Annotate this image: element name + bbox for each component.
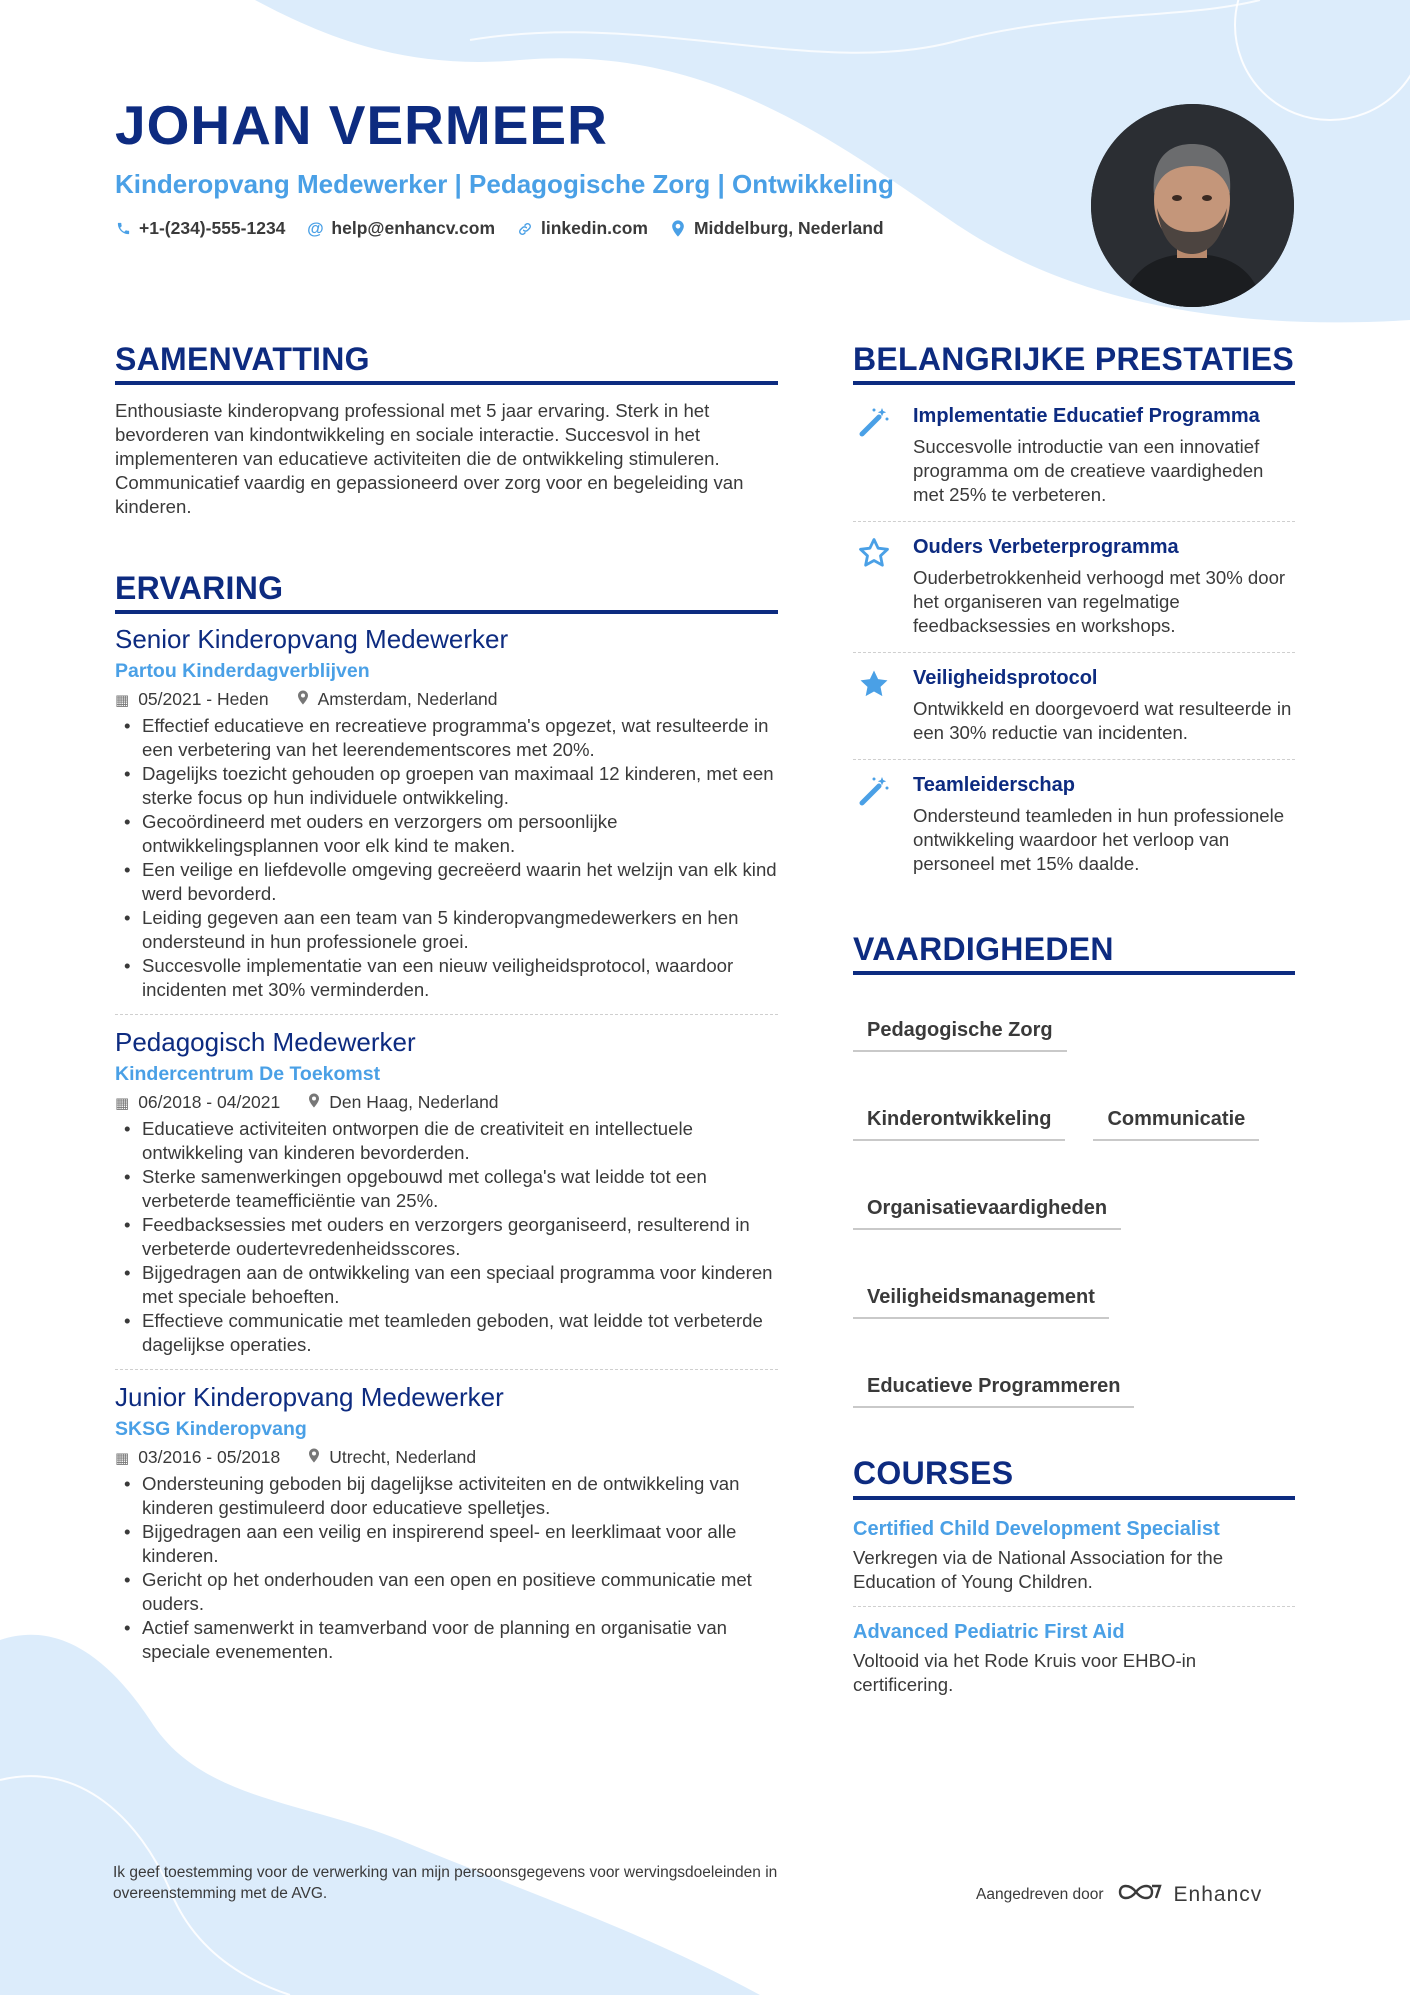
job-dates — [115, 1092, 280, 1113]
experience-list — [115, 624, 778, 1676]
email-text: help@enhancv.com — [331, 218, 496, 238]
courses-list — [853, 1504, 1295, 1709]
course-title: Advanced Pediatric First Aid — [853, 1620, 1125, 1643]
job-bullets — [115, 714, 778, 1002]
job-location — [308, 1447, 476, 1468]
experience-entry — [115, 1369, 778, 1676]
summary-text: Enthousiaste kinderopvang professional met 5 jaar ervaring. Sterk in het bevorderen van kindontwikkeling en sociale interactie. Succesvol in het implementeren van educatieve activiteiten die de ontwikkeling stimuleren. Communicatief vaardig en gepassioneerd over zorg voor en begeleiding van kinderen. — [115, 400, 744, 518]
job-dates-text: 05/2021 - Heden — [138, 689, 269, 710]
skill-tag: Pedagogische Zorg — [853, 1011, 1067, 1052]
skill-tag: Communicatie — [1093, 1100, 1259, 1141]
job-dates — [115, 1447, 280, 1468]
skills-list — [853, 975, 1295, 1408]
contact-location — [670, 218, 884, 239]
bullet-item: • Leiding gegeven aan een team van 5 kinderopvangmedewerkers en hen ondersteund in hun professionele groei. — [115, 906, 778, 954]
achievement-title: Ouders Verbeterprogramma — [913, 536, 1179, 559]
contact-bar — [115, 218, 1055, 239]
job-title: Senior Kinderopvang Medewerker — [115, 624, 509, 655]
job-meta — [115, 1447, 778, 1468]
achievements-list — [853, 391, 1295, 890]
calendar-icon: ▦ — [115, 1449, 130, 1467]
job-dates — [115, 689, 269, 710]
skill-tag: Organisatievaardigheden — [853, 1189, 1121, 1230]
powered-by-label: Aangedreven door — [976, 1885, 1104, 1903]
resume-header — [115, 94, 1055, 239]
right-column — [853, 342, 1295, 1709]
powered-by[interactable] — [976, 1880, 1262, 1909]
company-name: Partou Kinderdagverblijven — [115, 660, 370, 683]
left-column — [115, 342, 778, 1676]
job-location-text: Amsterdam, Nederland — [317, 689, 498, 710]
linkedin-text: linkedin.com — [541, 218, 648, 238]
achievement-body — [913, 665, 1295, 745]
bullet-item: • Feedbacksessies met ouders en verzorgers georganiseerd, resulterend in verbeterde oudertevredenheidsscores. — [115, 1213, 778, 1261]
bullet-item: • Succesvolle implementatie van een nieuw veiligheidsprotocol, waardoor incidenten met 30% verminderden. — [115, 954, 778, 1002]
consent-note: Ik geef toestemming voor de verwerking van mijn persoonsgegevens voor wervingsdoeleinden in overeenstemming met de AVG. — [113, 1864, 778, 1902]
achievement-item — [853, 521, 1295, 652]
at-icon: @ — [307, 218, 324, 238]
bullet-item: • Effectief educatieve en recreatieve programma's opgezet, wat resulteerde in een verbetering van het leerendementscores met 20%. — [115, 714, 778, 762]
achievement-desc: Ouderbetrokkenheid verhoogd met 30% door het organiseren van regelmatige feedbacksessies en workshops. — [913, 567, 1286, 637]
brand-name: Enhancv — [1173, 1882, 1263, 1906]
location-pin-icon — [308, 1448, 320, 1467]
phone-text: +1-(234)-555-1234 — [139, 218, 286, 238]
job-title: Junior Kinderopvang Medewerker — [115, 1382, 504, 1413]
location-pin-icon — [297, 690, 309, 709]
bullet-item: • Bijgedragen aan de ontwikkeling van een speciaal programma voor kinderen met speciale behoeften. — [115, 1261, 778, 1309]
achievement-item — [853, 759, 1295, 890]
job-location-text: Utrecht, Nederland — [329, 1447, 477, 1468]
bullet-item: • Een veilige en liefdevolle omgeving gecreëerd waarin het welzijn van elk kind werd bevorderd. — [115, 858, 778, 906]
job-bullets — [115, 1472, 778, 1664]
achievement-body — [913, 534, 1295, 638]
bullet-item: • Educatieve activiteiten ontworpen die de creativiteit en intellectuele ontwikkeling van kinderen bevorderden. — [115, 1117, 778, 1165]
experience-entry — [115, 624, 778, 1014]
job-location-text: Den Haag, Nederland — [329, 1092, 499, 1113]
bullet-item: • Sterke samenwerkingen opgebouwd met collega's wat leidde tot een verbeterde teamefficiëntie van 25%. — [115, 1165, 778, 1213]
calendar-icon: ▦ — [115, 1094, 130, 1112]
job-dates-text: 03/2016 - 05/2018 — [138, 1447, 281, 1468]
link-icon — [517, 221, 533, 237]
candidate-tagline: Kinderopvang Medewerker | Pedagogische Zorg | Ontwikkeling — [115, 169, 894, 199]
achievement-desc: Ontwikkeld en doorgevoerd wat resulteerde in een 30% reductie van incidenten. — [913, 698, 1292, 744]
bullet-item: • Ondersteuning geboden bij dagelijkse activiteiten en de ontwikkeling van kinderen gestimuleerd door educatieve spelletjes. — [115, 1472, 778, 1520]
phone-icon — [115, 221, 131, 236]
course-item — [853, 1606, 1295, 1709]
bullet-item: • Effectieve communicatie met teamleden geboden, wat leidde tot verbeterde dagelijkse operaties. — [115, 1309, 778, 1357]
contact-email[interactable] — [307, 218, 495, 239]
job-meta — [115, 689, 778, 710]
achievement-title: Teamleiderschap — [913, 774, 1075, 797]
contact-linkedin[interactable] — [517, 218, 648, 239]
course-desc: Voltooid via het Rode Kruis voor EHBO-in certificering. — [853, 1649, 1197, 1695]
achievement-title: Implementatie Educatief Programma — [913, 405, 1260, 428]
bullet-item: • Gecoördineerd met ouders en verzorgers om persoonlijke ontwikkelingsplannen voor elk kind te maken. — [115, 810, 778, 858]
enhancv-logo-icon — [1116, 1880, 1162, 1909]
achievement-desc: Ondersteund teamleden in hun professionele ontwikkeling waardoor het verloop van personeel met 15% daalde. — [913, 805, 1285, 875]
skill-tag: Kinderontwikkeling — [853, 1100, 1065, 1141]
calendar-icon: ▦ — [115, 691, 130, 709]
candidate-name: JOHAN VERMEER — [115, 94, 608, 156]
course-item — [853, 1504, 1295, 1606]
skills-heading: VAARDIGHEDEN — [853, 932, 1295, 975]
company-name: SKSG Kinderopvang — [115, 1418, 307, 1441]
summary-heading: SAMENVATTING — [115, 342, 778, 385]
profile-photo — [1091, 104, 1294, 307]
experience-heading: ERVARING — [115, 571, 778, 614]
location-pin-icon — [308, 1093, 320, 1112]
bullet-item: • Bijgedragen aan een veilig en inspirerend speel- en leerklimaat voor alle kinderen. — [115, 1520, 778, 1568]
location-text: Middelburg, Nederland — [693, 218, 884, 238]
location-pin-icon — [670, 220, 686, 237]
course-title: Certified Child Development Specialist — [853, 1517, 1220, 1540]
achievements-heading: BELANGRIJKE PRESTATIES — [853, 342, 1295, 385]
achievement-body — [913, 403, 1295, 507]
job-location — [297, 689, 498, 710]
star-outline-icon — [853, 534, 895, 638]
star-icon — [853, 665, 895, 745]
skill-tag: Veiligheidsmanagement — [853, 1278, 1109, 1319]
course-desc: Verkregen via de National Association for the Education of Young Children. — [853, 1546, 1224, 1592]
magic-wand-icon — [853, 403, 895, 507]
achievement-desc: Succesvolle introductie van een innovatief programma om de creatieve vaardigheden met 25% te verbeteren. — [913, 436, 1264, 506]
achievement-title: Veiligheidsprotocol — [913, 667, 1098, 690]
job-dates-text: 06/2018 - 04/2021 — [138, 1092, 281, 1113]
job-title: Pedagogisch Medewerker — [115, 1027, 416, 1058]
achievement-item — [853, 652, 1295, 759]
job-meta — [115, 1092, 778, 1113]
achievement-item — [853, 391, 1295, 521]
courses-heading: COURSES — [853, 1456, 1295, 1499]
company-name: Kindercentrum De Toekomst — [115, 1063, 381, 1086]
contact-phone[interactable] — [115, 218, 285, 239]
bullet-item: • Actief samenwerkt in teamverband voor de planning en organisatie van speciale evenementen. — [115, 1616, 778, 1664]
job-location — [308, 1092, 498, 1113]
bullet-item: • Gericht op het onderhouden van een open en positieve communicatie met ouders. — [115, 1568, 778, 1616]
experience-entry — [115, 1014, 778, 1369]
skill-tag: Educatieve Programmeren — [853, 1367, 1134, 1408]
bullet-item: • Dagelijks toezicht gehouden op groepen van maximaal 12 kinderen, met een sterke focus op hun individuele ontwikkeling. — [115, 762, 778, 810]
job-bullets — [115, 1117, 778, 1357]
magic-wand-icon — [853, 772, 895, 876]
achievement-body — [913, 772, 1295, 876]
